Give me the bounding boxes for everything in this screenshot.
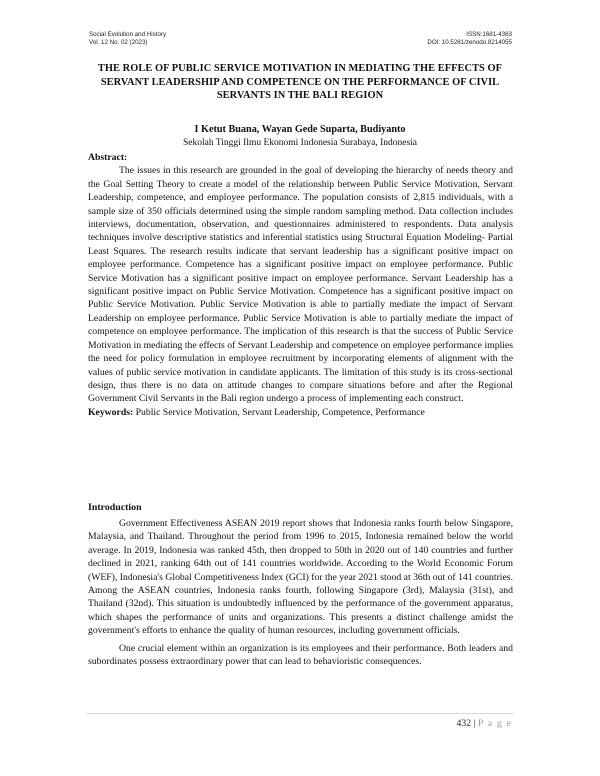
article-doi: DOI: 10.5281/zenodo.8214055 — [427, 39, 512, 46]
paper-title: THE ROLE OF PUBLIC SERVICE MOTIVATION IN MEDIATING THE EFFECTS OF SERVANT LEADERSHIP AND COMPETENCE ON THE PERFORMANCE OF CIVIL SERVANTS IN THE BALI REGION — [97, 63, 503, 102]
journal-volume: Vol. 12 No. 02 (2023) — [89, 39, 148, 46]
author-affiliation: Sekolah Tinggi Ilmu Ekonomi Indonesia Surabaya, Indonesia — [182, 138, 418, 148]
keywords-line — [88, 406, 513, 419]
page-number: 432 | — [456, 718, 476, 729]
page-footer — [457, 718, 512, 729]
introduction-heading: Introduction — [88, 502, 142, 513]
author-list: I Ketut Buana, Wayan Gede Suparta, Budiyanto — [194, 124, 406, 135]
abstract-heading: Abstract: — [88, 152, 128, 163]
running-header-right — [427, 31, 512, 47]
introduction-paragraph: Government Effectiveness ASEAN 2019 report shows that Indonesia ranks fourth below Singapore, Malaysia, and Thailand. Throughout the period from 1996 to 2015, Indonesia remained below the world average. In 2019, Indonesia was ranked 45th, then dropped to 50th in 2020 out of 140 countries and further declined in 2021, ranking 64th out of 141 countries worldwide. According to the World Economic Forum (WEF), Indonesia's Global Competitiveness Index (GCI) for the year 2021 stood at 36th out of 141 countries. Among the ASEAN countries, Indonesia ranks fourth, following Singapore (3rd), Malaysia (31st), and Thailand (32nd). This situation is undoubtedly influenced by the performance of the government apparatus, which shapes the performance of units and organizations. This presents a distinct challenge amidst the government's efforts to enhance the quality of human resources, including government officials. — [88, 518, 513, 637]
abstract-text: The issues in this research are grounded in the goal of developing the hierarchy of needs theory and the Goal Setting Theory to create a model of the relationship between Public Service Motivation, Servant Leadership, competence, and employee performance. The population consists of 2,815 individuals, with a sample size of 350 officials determined using the simple random sampling method. Data collection includes interviews, documentation, observation, and questionnaires administered to respondents. Data analysis techniques involve descriptive statistics and inferential statistics using Structural Equation Modeling- Partial Least Squares. The research results indicate that servant leadership has a significant positive impact on employee performance. Competence has a significant positive impact on employee performance. Public Service Motivation has a significant positive impact on employee performance. Servant Leadership has a significant positive impact on Public Service Motivation. Competence has a significant positive impact on Public Service Motivation. Public Service Motivation is able to partially mediate the impact of Servant Leadership on employee performance. Public Service Motivation is able to partially mediate the impact of competence on employee performance. The implication of this research is that the success of Public Service Motivation in mediating the effects of Servant Leadership and competence on employee performance implies the need for policy formulation in employee recruitment by incorporating elements of alignment with the values of public service motivation in candidate applicants. The limitation of this study is its cross-sectional design, thus there is no data on attitude changes to compare situations before and after the Regional Government Civil Servants in the Bali region undergo a process of implementing each construct. — [88, 165, 513, 405]
running-header-left — [89, 31, 166, 47]
journal-issn: ISSN:1681-4363 — [466, 31, 512, 38]
keywords-label: Keywords: — [88, 406, 134, 418]
journal-name: Social Evolution and History — [89, 31, 167, 38]
keywords-text: Public Service Motivation, Servant Leadership, Competence, Performance — [135, 406, 425, 418]
introduction-body — [88, 517, 513, 668]
page-label: P a g e — [477, 718, 512, 729]
introduction-paragraph: One crucial element within an organization is its employees and their performance. Both leaders and subordinates possess extraordinary power that can lead to behavioristic consequences. — [88, 642, 513, 668]
abstract-section — [88, 151, 513, 419]
footer-divider — [86, 713, 514, 714]
